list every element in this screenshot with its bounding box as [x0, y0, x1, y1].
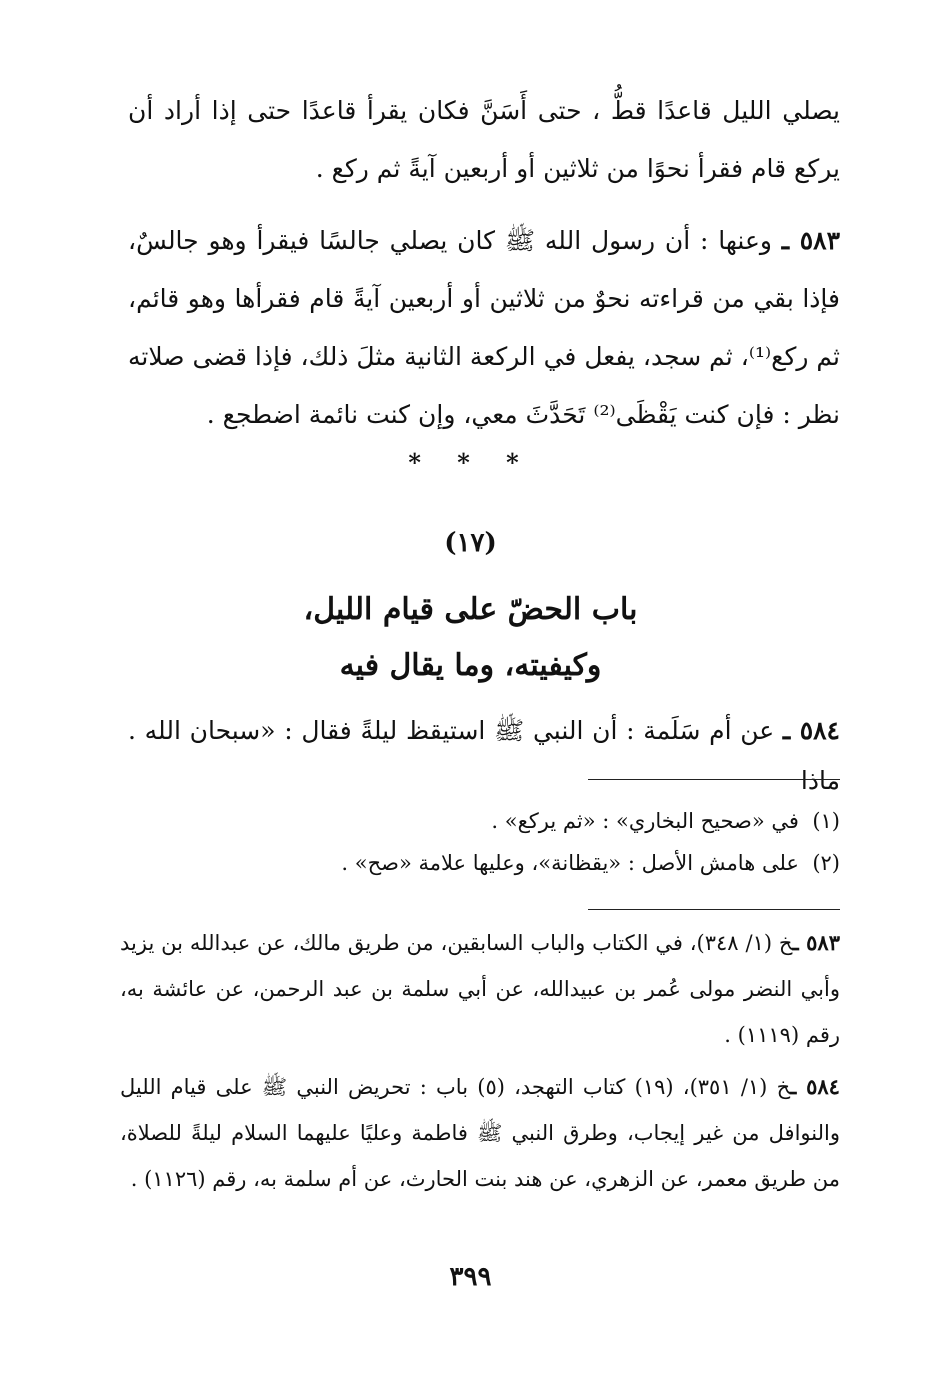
source-item	[120, 920, 840, 1058]
footnote-item	[128, 800, 840, 842]
hadith-584-number: ٥٨٤ ـ	[782, 716, 840, 745]
footnote-divider	[588, 779, 840, 780]
hadith-583-text: وعنها : أن رسول الله ﷺ كان يصلي جالسًا فيقرأ وهو جالسٌ، فإذا بقي من قراءته نحوٌ من ثلاثين أو أربعين آيةً قام فقرأها وهو قائم، ثم ركع⁽¹⁾، ثم سجد، يفعل في الركعة الثانية مثلَ ذلك، فإذا قضى صلاته نظر : فإن كنت يَقْظَى⁽²⁾ تَحَدَّثَ معي، وإن كنت نائمة اضطجع .	[128, 226, 840, 429]
chapter-title	[0, 582, 941, 694]
paragraph-continuation: يصلي الليل قاعدًا قطُّ ، حتى أَسَنَّ فكان يقرأ قاعدًا حتى إذا أراد أن يركع قام فقرأ نحوًا من ثلاثين أو أربعين آيةً ثم ركع .	[128, 96, 840, 183]
hadith-584-text: عن أم سَلَمة : أن النبي ﷺ استيقظ ليلةً فقال : «سبحان الله . ماذا	[128, 716, 840, 795]
footnote-marker: (٢)	[812, 851, 840, 875]
hadith-584	[128, 706, 840, 806]
chapter-number: (١٧)	[444, 528, 497, 558]
main-text	[128, 82, 840, 444]
footnote-item	[128, 842, 840, 884]
hadith-583-number: ٥٨٣ ـ	[781, 226, 841, 255]
footnotes	[128, 800, 840, 884]
source-text: خ (١/ ٣٤٨)، في الكتاب والباب السابقين، من طريق مالك، عن عبدالله بن يزيد وأبي النضر مولى عُمر بن عبيدالله، عن أبي سلمة بن عبد الرحمن، عن عائشة به، رقم (١١١٩) .	[120, 931, 840, 1047]
footnote-text: في «صحيح البخاري» : «ثم يركع» .	[491, 809, 799, 833]
section-separator: * * *	[408, 448, 533, 477]
sources-divider	[588, 909, 840, 910]
chapter-title-line-1: باب الحضّ على قيام الليل،	[303, 592, 638, 627]
chapter-title-line-2: وكيفيته، وما يقال فيه	[339, 648, 602, 683]
source-references	[120, 920, 840, 1208]
footnote-marker: (١)	[812, 809, 840, 833]
hadith-583	[128, 212, 840, 444]
source-number: ٥٨٤ ـ	[790, 1074, 840, 1099]
source-item	[120, 1064, 840, 1202]
source-text: خ (١/ ٣٥١)، (١٩) كتاب التهجد، (٥) باب : تحريض النبي ﷺ على قيام الليل والنوافل من غير إيجاب، وطرق النبي ﷺ فاطمة وعليًا عليهما السلام ليلةً للصلاة، من طريق معمر، عن الزهري، عن هند بنت الحارث، عن أم سلمة به، رقم (١١٢٦) .	[120, 1075, 840, 1191]
source-number: ٥٨٣ ـ	[792, 930, 840, 955]
footnote-text: على هامش الأصل : «يقظانة»، وعليها علامة «صح» .	[341, 851, 799, 875]
page-number: ٣٩٩	[449, 1262, 492, 1292]
